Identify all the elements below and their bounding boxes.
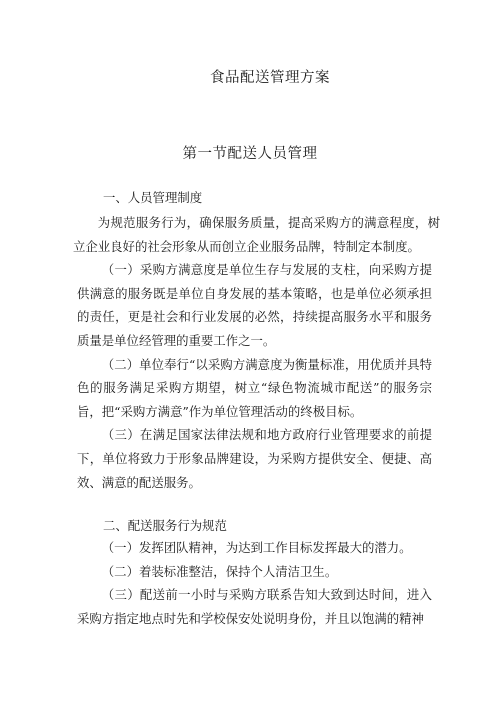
part1-heading: 一、人员管理制度	[103, 190, 203, 205]
part1-body	[73, 211, 440, 494]
paragraph: （二）单位奉行“以采购方满意度为衡量标准，用优质并具特色的服务满足采购方期望，树立“绿色物流城市配送”的服务宗旨，把“采购方满意”作为单位管理活动的终极目标。	[77, 356, 432, 419]
paragraph: （一）发挥团队精神，为达到工作目标发挥最大的潜力。	[101, 540, 412, 555]
section-title: 第一节配送人员管理	[182, 146, 318, 162]
paragraph: 为规范服务行为，确保服务质量，提高采购方的满意程度，树立企业良好的社会形象从而创立企业服务品牌，特制定本制度。	[73, 215, 440, 254]
paragraph: （一）采购方满意度是单位生存与发展的支柱，向采购方提供满意的服务既是单位自身发展的基本策略，也是单位必须承担的责任，更是社会和行业发展的必然，持续提高服务水平和服务质量是单位经管理的重要工作之一。	[77, 262, 432, 348]
paragraph: （三）配送前一小时与采购方联系告知大致到达时间，进入采购方指定地点时先和学校保安处说明身份，并且以饱满的精神	[77, 587, 432, 626]
paragraph: （二）着装标准整洁，保持个人清洁卫生。	[101, 563, 338, 579]
paragraph: （三）在满足国家法律法规和地方政府行业管理要求的前提下，单位将致力于形象品牌建设，为采购方提供安全、便捷、高效、满意的配送服务。	[77, 427, 432, 490]
part2-body	[77, 536, 432, 630]
part2-heading: 二、配送服务行为规范	[103, 518, 227, 533]
document-title: 食品配送管理方案	[210, 70, 330, 86]
